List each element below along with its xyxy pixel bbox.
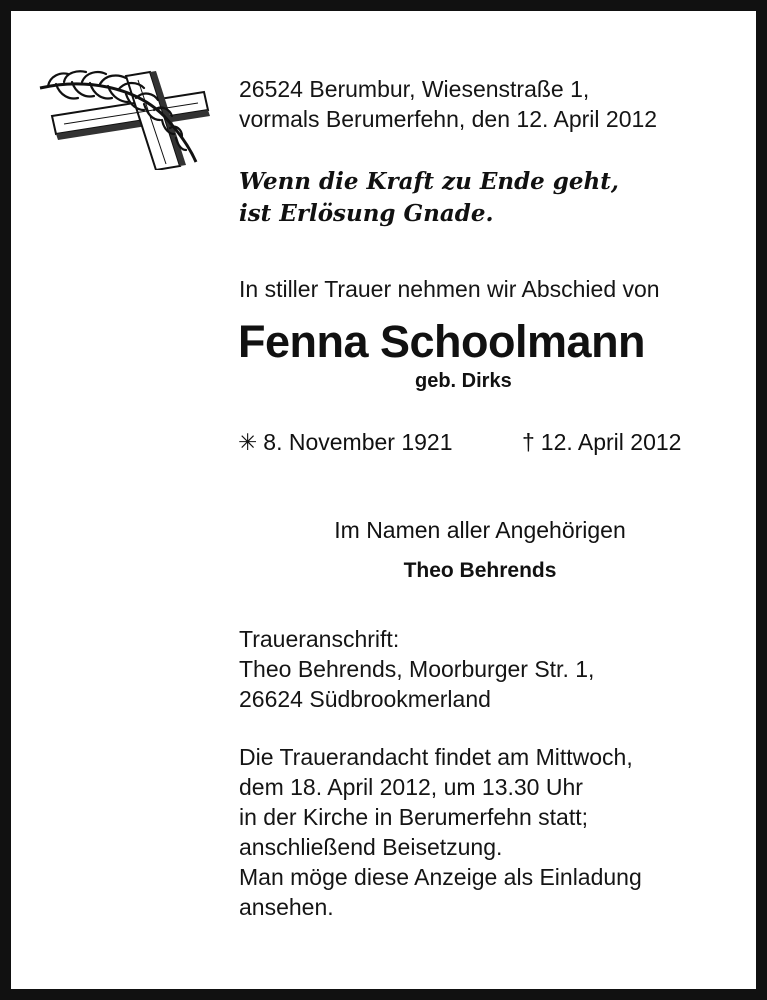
deceased-name: Fenna Schoolmann xyxy=(238,316,646,367)
maiden-name: geb. Dirks xyxy=(415,370,512,392)
family-intro: Im Namen aller Angehörigen xyxy=(334,517,626,543)
death-cross-icon: † xyxy=(522,429,535,455)
death-date xyxy=(522,427,681,457)
farewell-intro-text: In stiller Trauer nehmen wir Abschied von xyxy=(239,276,660,302)
address-line-2: 26624 Südbrookmerland xyxy=(239,686,491,712)
service-line-2: dem 18. April 2012, um 13.30 Uhr xyxy=(239,774,583,800)
service-line-5: Man möge diese Anzeige als Einladung xyxy=(239,864,642,890)
address-label: Traueranschrift: xyxy=(239,626,400,652)
quote-line-1: Wenn die Kraft zu Ende geht, xyxy=(239,168,619,195)
service-line-1: Die Trauerandacht findet am Mittwoch, xyxy=(239,744,633,770)
family-signatory: Theo Behrends xyxy=(403,559,557,582)
death-date-text: 12. April 2012 xyxy=(540,429,682,455)
mourning-address xyxy=(239,624,739,714)
birth-date-text: 8. November 1921 xyxy=(263,429,453,455)
cross-with-palm-frond-icon xyxy=(34,66,216,170)
quote-line-2: ist Erlösung Gnade. xyxy=(239,200,494,227)
service-line-4: anschließend Beisetzung. xyxy=(239,834,503,860)
service-line-3: in der Kirche in Berumerfehn statt; xyxy=(239,804,588,830)
location-date-header xyxy=(239,74,739,134)
service-details xyxy=(239,742,739,922)
header-address-line: 26524 Berumbur, Wiesenstraße 1, xyxy=(239,76,590,102)
header-date-line: vormals Berumerfehn, den 12. April 2012 xyxy=(239,106,658,132)
service-line-6: ansehen. xyxy=(239,894,334,920)
memorial-quote xyxy=(239,166,739,230)
farewell-intro xyxy=(239,274,739,304)
birth-date xyxy=(238,427,453,457)
address-line-1: Theo Behrends, Moorburger Str. 1, xyxy=(239,656,595,682)
birth-star-icon: ✳ xyxy=(238,429,258,455)
